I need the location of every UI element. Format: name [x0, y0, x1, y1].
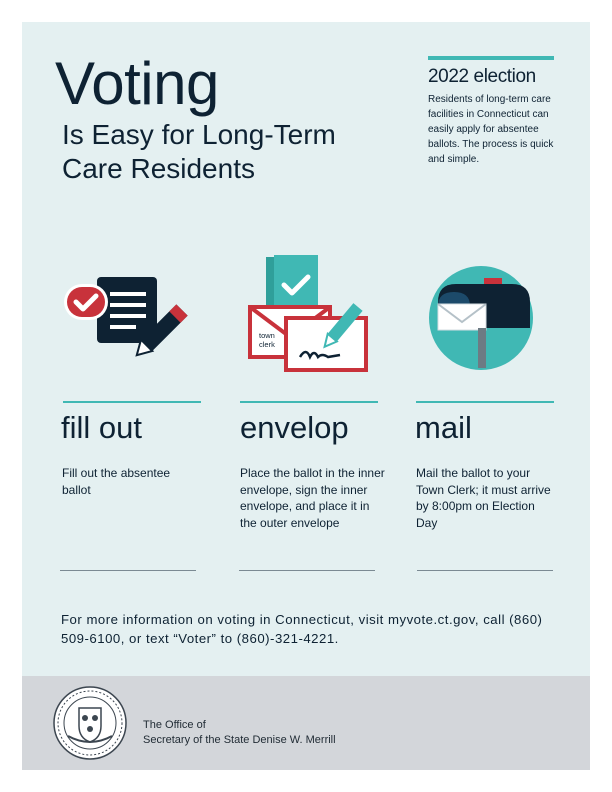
- step-1-title: fill out: [61, 410, 142, 445]
- sidebar-accent-bar: [428, 56, 554, 60]
- step-1-accent-bar: [63, 401, 201, 403]
- step-2-text: Place the ballot in the inner envelope, sign the inner envelope, and place it in the outer envelope: [240, 466, 385, 530]
- more-info-text: For more information on voting in Connecticut, visit myvote.ct.gov, call (860) 509-6100, or text “Voter” to (860)-321-4221.: [61, 612, 543, 646]
- state-seal-icon: [53, 686, 127, 765]
- sidebar-text: Residents of long-term care facilities in Connecticut can easily apply for absentee ballots. The process is quick and simple.: [428, 94, 554, 165]
- envelope-label: town clerk: [259, 331, 275, 349]
- step-3-divider: [417, 570, 553, 571]
- checklist-pencil-icon: [62, 272, 202, 372]
- page-title: Voting: [55, 50, 219, 117]
- step-3-text: Mail the ballot to your Town Clerk; it must arrive by 8:00pm on Election Day: [416, 466, 551, 530]
- step-3-title: mail: [415, 410, 472, 445]
- envelope-ballot-icon: [246, 255, 376, 375]
- page-subtitle: Is Easy for Long-Term Care Residents: [62, 119, 336, 184]
- sidebar-title: 2022 election: [428, 66, 536, 87]
- step-2-title: envelop: [240, 410, 349, 445]
- step-2-divider: [239, 570, 375, 571]
- step-1-divider: [60, 570, 196, 571]
- step-1-text: Fill out the absentee ballot: [62, 466, 171, 497]
- office-line-1: The Office of: [143, 719, 206, 731]
- step-2-accent-bar: [240, 401, 378, 403]
- step-3-accent-bar: [416, 401, 554, 403]
- office-line-2: Secretary of the State Denise W. Merrill: [143, 734, 336, 746]
- office-name: [143, 718, 336, 748]
- mailbox-icon: [426, 266, 538, 370]
